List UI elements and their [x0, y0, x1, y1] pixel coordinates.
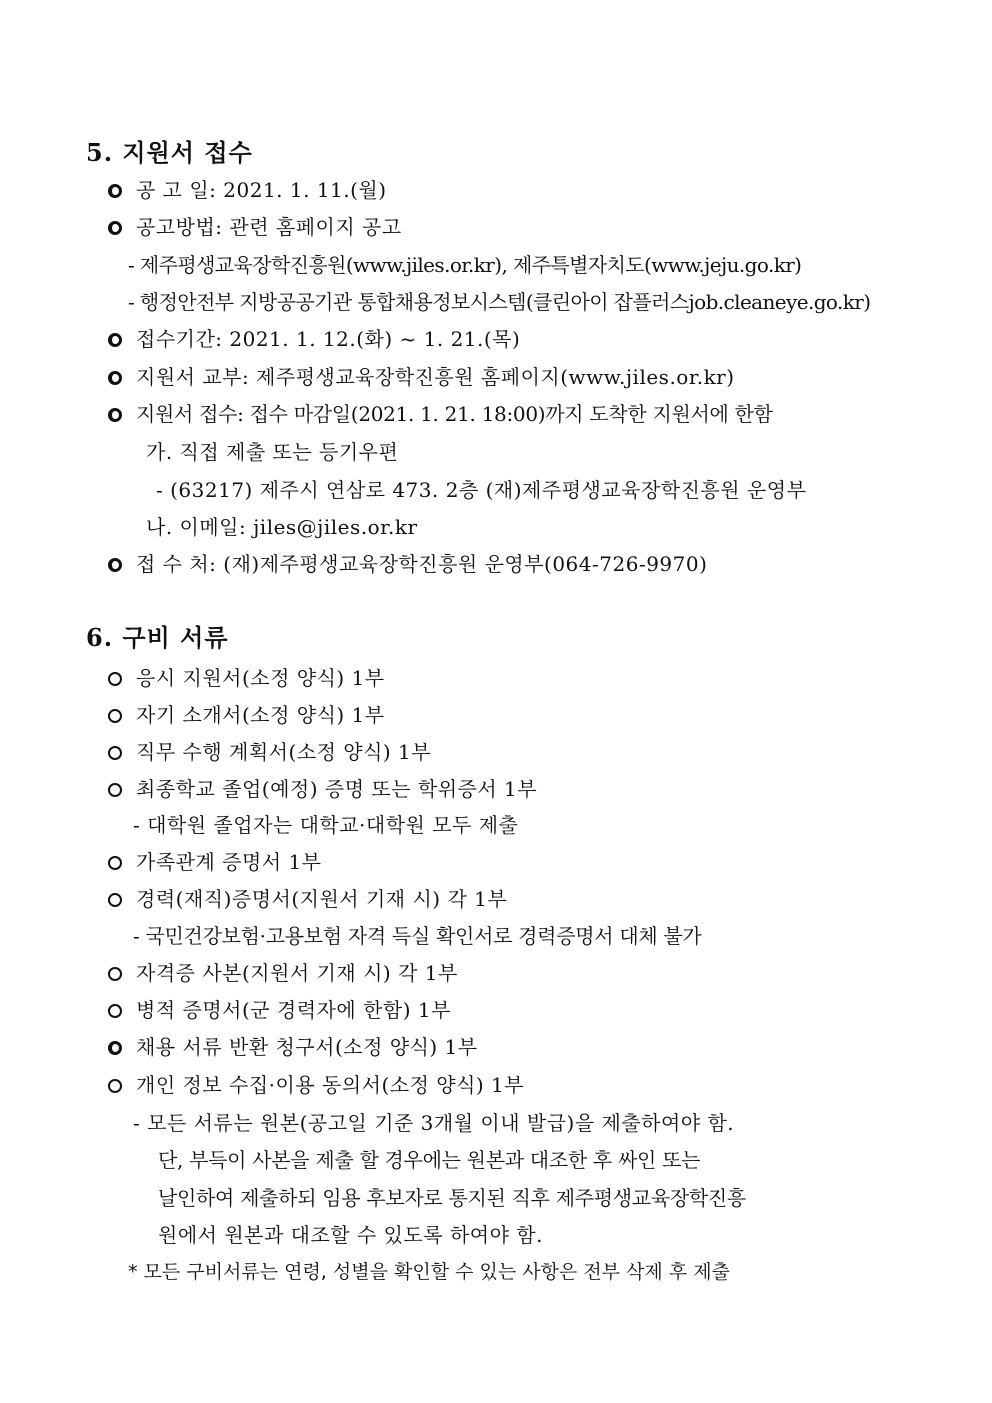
- circle-bullet-icon: [108, 408, 122, 422]
- sub-list-item: - 행정안전부 지방공공기관 통합채용정보시스템(클린아이 잡플러스job.cleaneye.go.kr): [128, 290, 871, 314]
- circle-bullet-icon: [108, 221, 122, 235]
- circle-bullet-icon: [108, 371, 122, 385]
- circle-bullet-icon: [108, 184, 122, 198]
- list-item: 공 고 일: 2021. 1. 11.(월): [108, 176, 387, 204]
- sub-list-item: - 국민건강보험·고용보험 자격 득실 확인서로 경력증명서 대체 불가: [133, 924, 702, 948]
- sub-list-item: 나. 이메일: jiles@jiles.or.kr: [146, 515, 418, 539]
- circle-bullet-icon: [108, 1004, 122, 1018]
- list-item: 지원서 교부: 제주평생교육장학진흥원 홈페이지(www.jiles.or.kr): [108, 363, 735, 391]
- section-5-title: 5. 지원서 접수: [86, 138, 253, 167]
- paragraph-line: 날인하여 제출하되 임용 후보자로 통지된 직후 제주평생교육장학진흥: [158, 1186, 746, 1210]
- sub-list-item: - 제주평생교육장학진흥원(www.jiles.or.kr), 제주특별자치도(www.jeju.go.kr): [128, 253, 802, 277]
- list-item: 지원서 접수: 접수 마감일(2021. 1. 21. 18:00)까지 도착한 지원서에 한함: [108, 400, 773, 428]
- circle-bullet-icon: [108, 856, 122, 870]
- circle-bullet-icon: [108, 558, 122, 572]
- sub-list-item: - 모든 서류는 원본(공고일 기준 3개월 이내 발급)을 제출하여야 함.: [133, 1111, 735, 1135]
- circle-bullet-icon: [108, 1079, 122, 1093]
- circle-bullet-icon: [108, 746, 122, 760]
- circle-bullet-icon: [108, 1041, 122, 1055]
- list-item: 최종학교 졸업(예정) 증명 또는 학위증서 1부: [108, 775, 537, 803]
- list-item: 접수기간: 2021. 1. 12.(화) ~ 1. 21.(목): [108, 325, 520, 353]
- sub-list-item: 가. 직접 제출 또는 등기우편: [146, 440, 399, 464]
- list-item: 경력(재직)증명서(지원서 기재 시) 각 1부: [108, 885, 507, 913]
- list-item: 응시 지원서(소정 양식) 1부: [108, 664, 385, 692]
- sub-list-item: - 대학원 졸업자는 대학교·대학원 모두 제출: [133, 813, 519, 837]
- circle-bullet-icon: [108, 672, 122, 686]
- sub-list-item: - (63217) 제주시 연삼로 473. 2층 (재)제주평생교육장학진흥원 운영부: [156, 478, 807, 502]
- list-item: 자격증 사본(지원서 기재 시) 각 1부: [108, 959, 458, 987]
- paragraph-line: 단, 부득이 사본을 제출 할 경우에는 원본과 대조한 후 싸인 또는: [158, 1148, 701, 1172]
- footnote: * 모든 구비서류는 연령, 성별을 확인할 수 있는 사항은 전부 삭제 후 제출: [128, 1261, 730, 1283]
- circle-bullet-icon: [108, 333, 122, 347]
- circle-bullet-icon: [108, 709, 122, 723]
- paragraph-line: 원에서 원본과 대조할 수 있도록 하여야 함.: [158, 1223, 543, 1247]
- list-item: 공고방법: 관련 홈페이지 공고: [108, 213, 402, 241]
- circle-bullet-icon: [108, 967, 122, 981]
- list-item: 직무 수행 계획서(소정 양식) 1부: [108, 738, 431, 766]
- circle-bullet-icon: [108, 893, 122, 907]
- list-item: 채용 서류 반환 청구서(소정 양식) 1부: [108, 1033, 478, 1061]
- circle-bullet-icon: [108, 783, 122, 797]
- list-item: 가족관계 증명서 1부: [108, 848, 322, 876]
- section-6-title: 6. 구비 서류: [86, 623, 229, 652]
- list-item: 개인 정보 수집·이용 동의서(소정 양식) 1부: [108, 1071, 524, 1099]
- list-item: 병적 증명서(군 경력자에 한함) 1부: [108, 996, 451, 1024]
- list-item: 접 수 처: (재)제주평생교육장학진흥원 운영부(064-726-9970): [108, 550, 707, 578]
- list-item: 자기 소개서(소정 양식) 1부: [108, 701, 385, 729]
